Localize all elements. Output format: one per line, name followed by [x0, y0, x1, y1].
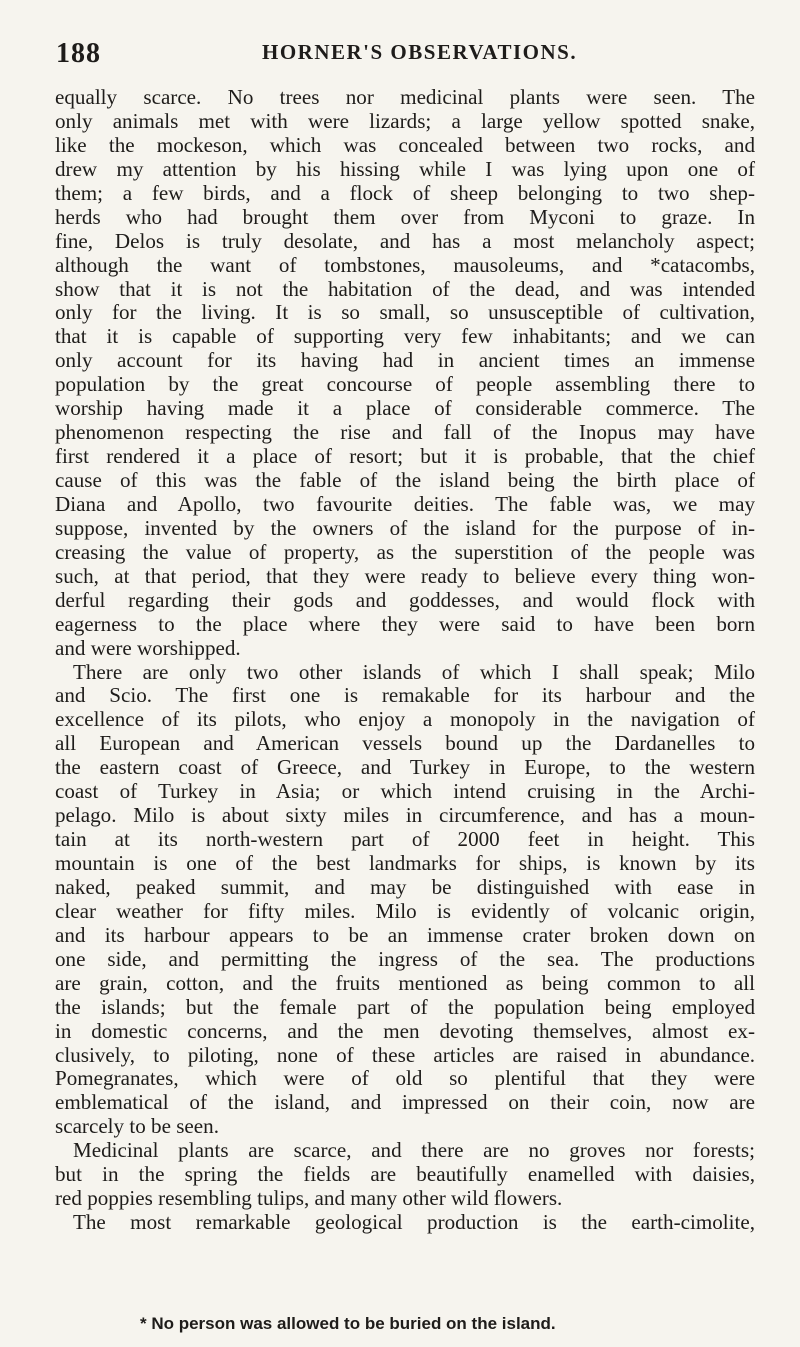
text-line: worship having made it a place of considerable commerce. The: [55, 396, 755, 421]
text-line: only for the living. It is so small, so unsusceptible of cultivation,: [55, 300, 755, 325]
text-line: and Scio. The first one is remakable for its harbour and the: [55, 683, 755, 708]
text-line: equally scarce. No trees nor medicinal plants were seen. The: [55, 85, 755, 109]
text-line: such, at that period, that they were ready to believe every thing won-: [55, 563, 755, 588]
text-line: them; a few birds, and a flock of sheep belonging to two shep-: [55, 180, 755, 205]
text-line: eagerness to the place where they were said to have been born: [55, 611, 755, 636]
text-line: but in the spring the fields are beautifully enamelled with daisies,: [55, 1162, 755, 1187]
text-line: are grain, cotton, and the fruits mentioned as being common to all: [55, 970, 755, 995]
text-line: all European and American vessels bound up the Dardanelles to: [55, 731, 755, 756]
text-line: show that it is not the habitation of the dead, and was intended: [55, 276, 755, 301]
page-number: 188: [56, 38, 101, 69]
text-line: clusively, to piloting, none of these articles are raised in abundance.: [55, 1042, 755, 1067]
text-line: and were worshipped.: [55, 635, 241, 660]
text-line: emblematical of the island, and impressed on their coin, now are: [55, 1090, 755, 1115]
text-line: the islands; but the female part of the population being employed: [55, 994, 755, 1019]
text-line: Diana and Apollo, two favourite deities. The fable was, we may: [55, 491, 755, 516]
text-line: the eastern coast of Greece, and Turkey in Europe, to the western: [55, 755, 755, 780]
text-line: creasing the value of property, as the superstition of the people was: [55, 539, 755, 564]
text-line: that it is capable of supporting very few inhabitants; and we can: [55, 324, 755, 349]
text-line: scarcely to be seen.: [55, 1114, 219, 1139]
text-line: phenomenon respecting the rise and fall of the Inopus may have: [55, 420, 755, 445]
text-line: Medicinal plants are scarce, and there are no groves nor forests;: [73, 1138, 755, 1163]
text-line: although the want of tombstones, mausoleums, and *catacombs,: [55, 252, 755, 277]
text-line: tain at its north-western part of 2000 feet in height. This: [55, 827, 755, 852]
text-line: herds who had brought them over from Myconi to graze. In: [55, 204, 755, 229]
text-line: mountain is one of the best landmarks for ships, is known by its: [55, 851, 755, 875]
text-line: suppose, invented by the owners of the island for the purpose of in-: [55, 515, 755, 540]
footnote: * No person was allowed to be buried on the island.: [140, 1314, 556, 1333]
text-line: pelago. Milo is about sixty miles in circumference, and has a moun-: [55, 803, 755, 828]
text-line: cause of this was the fable of the island being the birth place of: [55, 468, 755, 492]
text-line: fine, Delos is truly desolate, and has a most melancholy aspect;: [55, 228, 755, 253]
text-line: naked, peaked summit, and may be distinguished with ease in: [55, 874, 755, 899]
text-line: excellence of its pilots, who enjoy a monopoly in the navigation of: [55, 707, 755, 732]
text-line: population by the great concourse of people assembling there to: [55, 372, 755, 397]
text-line: only account for its having had in ancient times an immense: [55, 348, 755, 373]
body-text: [55, 86, 755, 1235]
text-line: in domestic concerns, and the men devoting themselves, almost ex-: [55, 1018, 755, 1043]
text-line: first rendered it a place of resort; but it is probable, that the chief: [55, 444, 755, 469]
text-line: like the mockeson, which was concealed between two rocks, and: [55, 132, 755, 157]
text-line: clear weather for fifty miles. Milo is evidently of volcanic origin,: [55, 898, 755, 923]
text-line: The most remarkable geological production is the earth-cimolite,: [73, 1210, 755, 1235]
text-line: coast of Turkey in Asia; or which intend cruising in the Archi-: [55, 779, 755, 804]
text-line: Pomegranates, which were of old so plentiful that they were: [55, 1066, 755, 1091]
text-line: derful regarding their gods and goddesses, and would flock with: [55, 587, 755, 612]
text-line: and its harbour appears to be an immense crater broken down on: [55, 922, 755, 947]
text-line: one side, and permitting the ingress of the sea. The productions: [55, 946, 755, 971]
text-line: drew my attention by his hissing while I was lying upon one of: [55, 156, 755, 181]
text-line: only animals met with were lizards; a large yellow spotted snake,: [55, 108, 755, 133]
text-line: red poppies resembling tulips, and many other wild flowers.: [55, 1186, 563, 1211]
running-head: HORNER'S OBSERVATIONS.: [262, 40, 578, 64]
text-line: There are only two other islands of which I shall speak; Milo: [73, 659, 755, 684]
